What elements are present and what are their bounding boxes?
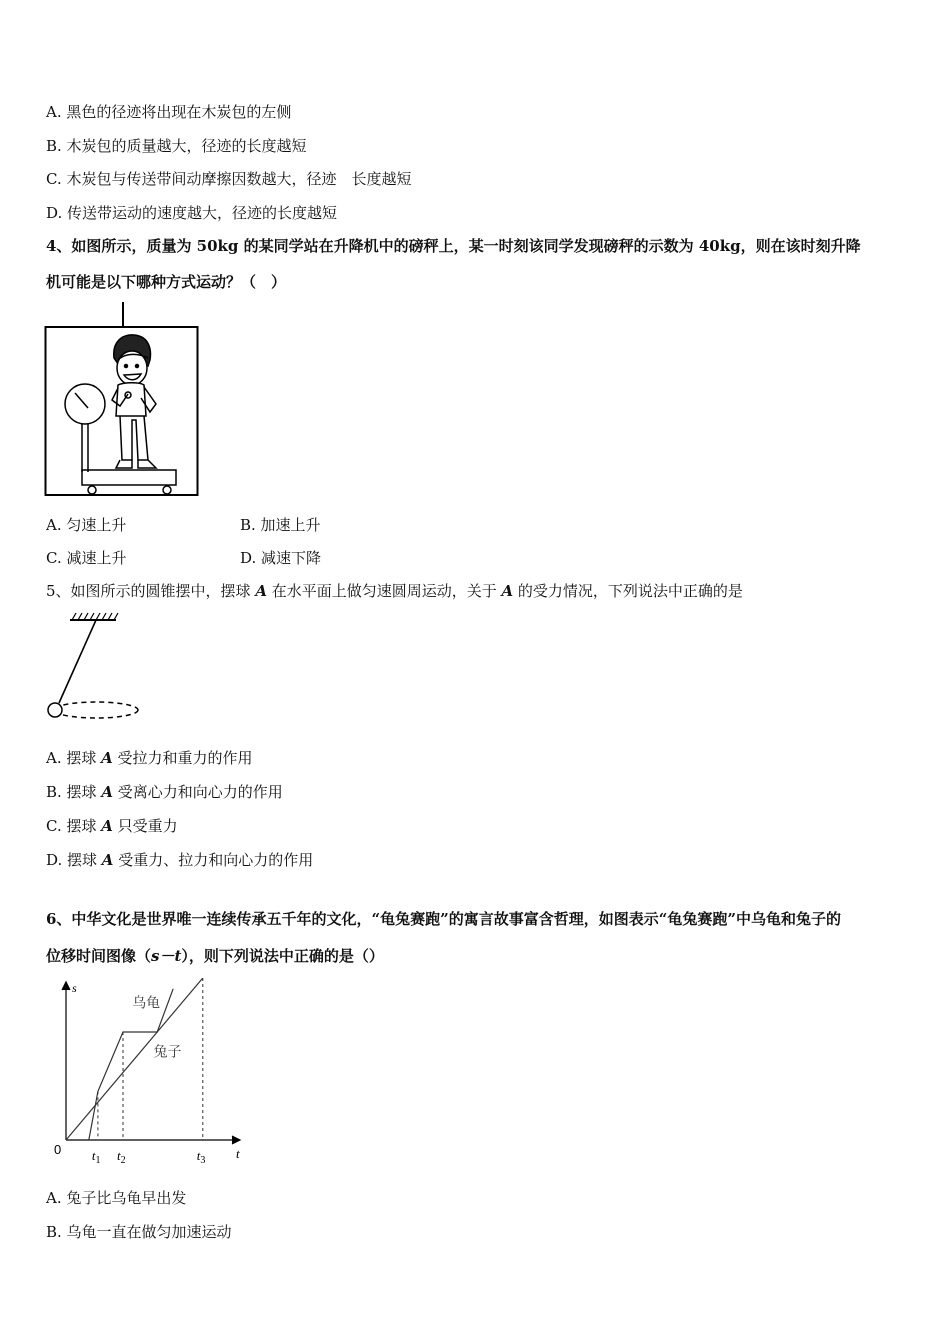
q5-option-b-post: 受离心力和向心力的作用 xyxy=(112,783,283,801)
tick-label-t3: $t_3$ xyxy=(196,1148,206,1166)
series-label-turtle: 乌龟 xyxy=(132,995,161,1012)
q5-option-c-pre: C. 摆球 xyxy=(46,817,102,835)
q5-option-c-post: 只受重力 xyxy=(112,817,178,835)
q4-option-d: D. 减速下降 xyxy=(240,549,322,567)
elevator-figure xyxy=(44,302,202,500)
q5-stem-pre: 5、如图所示的圆锥摆中，摆球 xyxy=(46,582,256,600)
q5-option-d-var: A xyxy=(101,851,114,869)
pendulum-bob xyxy=(48,703,62,717)
q6-stem-line1: 6、中华文化是世界唯一连续传承五千年的文化，“龟兔赛跑”的寓言故事富含哲理，如图表示“龟兔赛跑”中乌龟和兔子的 xyxy=(46,910,841,928)
q6-stem-line2-pre: 位移时间图像（ xyxy=(46,947,152,965)
origin-label: 0 xyxy=(54,1142,62,1157)
q3-option-d: D. 传送带运动的速度越大，径迹的长度越短 xyxy=(46,204,338,222)
st-graph-figure xyxy=(46,978,252,1168)
q5-stem xyxy=(46,581,743,601)
q5-option-a xyxy=(46,748,253,768)
q6-stem-line2 xyxy=(46,946,384,966)
q4-option-b: B. 加速上升 xyxy=(240,516,321,534)
y-axis-label: s xyxy=(72,981,77,995)
ceiling-hatching xyxy=(72,613,118,620)
q3-option-a: A. 黑色的径迹将出现在木炭包的左侧 xyxy=(46,103,292,121)
q5-option-b-var: A xyxy=(101,783,113,801)
q5-option-b xyxy=(46,782,283,802)
q5-option-c xyxy=(46,816,178,836)
q5-stem-post: 的受力情况，下列说法中正确的是 xyxy=(513,582,743,600)
q5-var-a-2: A xyxy=(501,582,514,600)
series-label-rabbit: 兔子 xyxy=(153,1044,182,1061)
pendulum-string xyxy=(59,620,96,703)
q6-stem-line2-post: ），则下列说法中正确的是（） xyxy=(181,947,384,965)
q5-option-d-post: 受重力、拉力和向心力的作用 xyxy=(113,851,314,869)
q5-option-c-var: A xyxy=(101,817,113,835)
q5-option-b-pre: B. 摆球 xyxy=(46,783,102,801)
q4-option-a: A. 匀速上升 xyxy=(46,516,127,534)
q4-stem-line1: 4、如图所示，质量为 50kg 的某同学站在升降机中的磅秤上，某一时刻该同学发现磅秤的示数为 40kg，则在该时刻升降 xyxy=(46,237,861,255)
student-figure xyxy=(112,335,156,468)
tick-label-t2: $t_2$ xyxy=(117,1148,126,1166)
q5-var-a: A xyxy=(255,582,267,600)
q5-option-a-var: A xyxy=(101,749,113,767)
tick-label-t1: $t_1$ xyxy=(91,1148,101,1166)
q5-stem-mid: 在水平面上做匀速圆周运动，关于 xyxy=(266,582,502,600)
q6-var-st: s－t xyxy=(151,947,182,965)
q5-option-a-post: 受拉力和重力的作用 xyxy=(112,749,253,767)
q3-option-b: B. 木炭包的质量越大，径迹的长度越短 xyxy=(46,137,307,155)
circular-path xyxy=(54,702,138,718)
q6-option-b: B. 乌龟一直在做匀加速运动 xyxy=(46,1223,232,1241)
q5-option-d xyxy=(46,850,313,870)
q6-option-a: A. 兔子比乌龟早出发 xyxy=(46,1189,187,1207)
q5-option-d-pre: D. 摆球 xyxy=(46,851,102,869)
q3-option-c: C. 木炭包与传送带间动摩擦因数越大，径迹 长度越短 xyxy=(46,170,412,188)
q4-stem-line2: 机可能是以下哪种方式运动？（ ） xyxy=(46,273,287,291)
q5-option-a-pre: A. 摆球 xyxy=(46,749,102,767)
conical-pendulum-figure xyxy=(44,610,144,722)
series-line-rabbit xyxy=(89,989,173,1140)
q4-option-c: C. 减速上升 xyxy=(46,549,127,567)
x-axis-label: t xyxy=(236,1146,240,1161)
